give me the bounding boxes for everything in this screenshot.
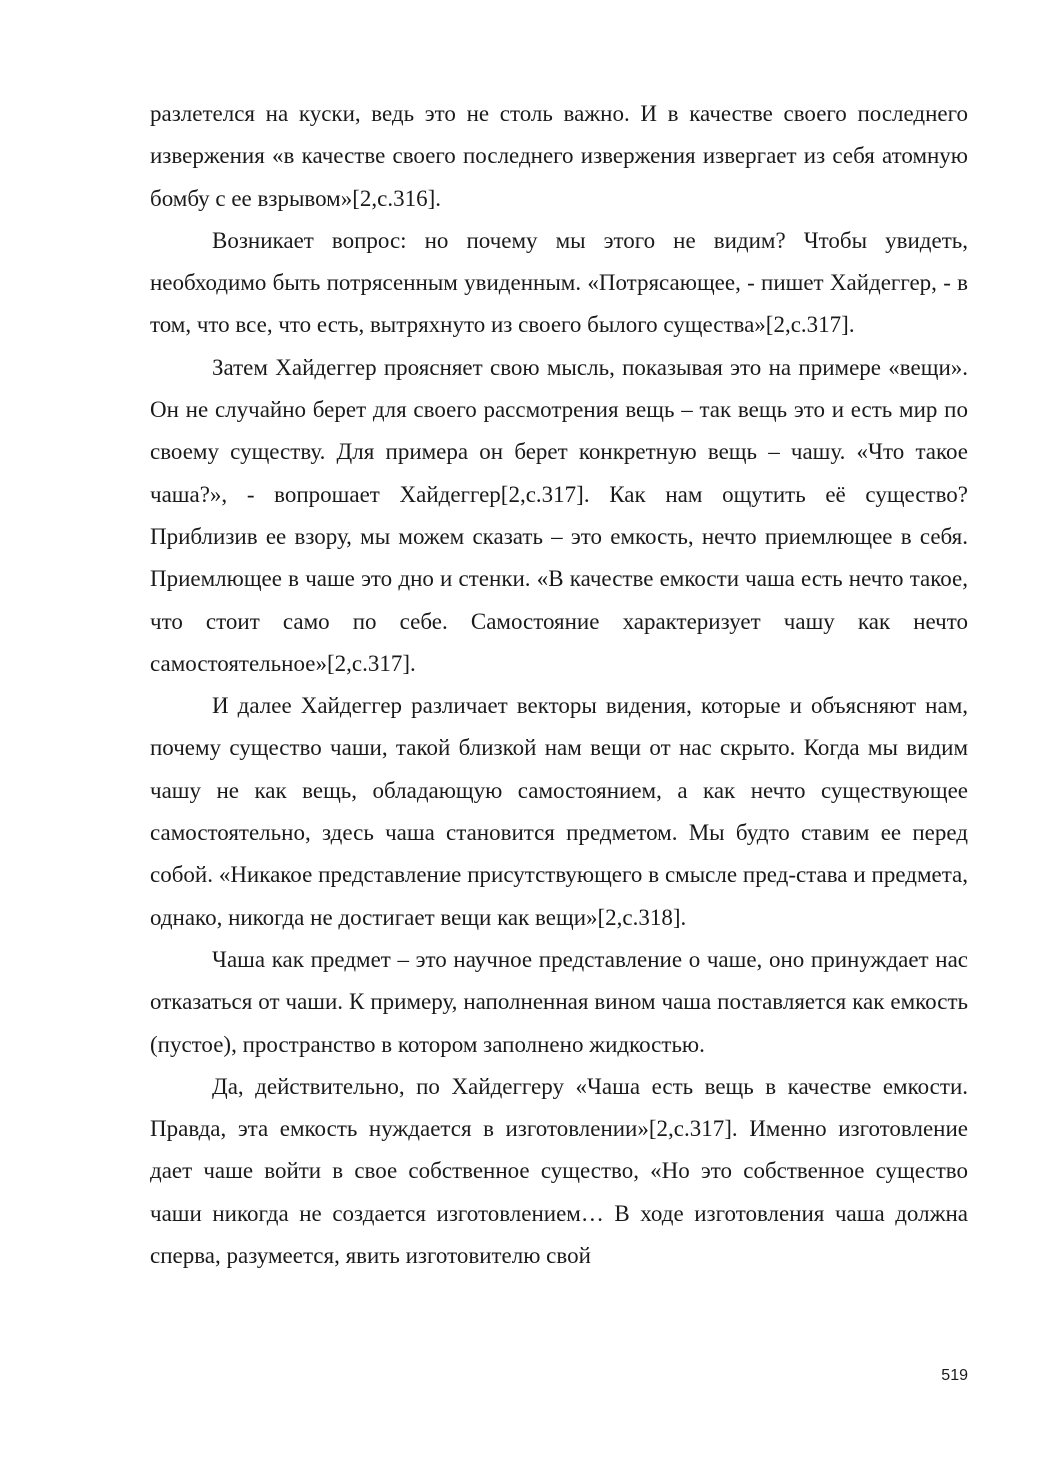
- paragraph: Затем Хайдеггер проясняет свою мысль, показывая это на примере «вещи». Он не случайно берет для своего рассмотрения вещь – так вещь это и есть мир по своему существу. Для примера он берет конкретную вещь – чашу. «Что такое чаша?», - вопрошает Хайдеггер[2,с.317]. Как нам ощутить её существо? Приблизив ее взору, мы можем сказать – это емкость, нечто приемлющее в себя. Приемлющее в чаше это дно и стенки. «В качестве емкости чаша есть нечто такое, что стоит само по себе. Самостояние характеризует чашу как нечто самостоятельное»[2,с.317].: [150, 354, 968, 676]
- paragraph: Да, действительно, по Хайдеггеру «Чаша есть вещь в качестве емкости. Правда, эта емкость нуждается в изготовлении»[2,с.317]. Именно изготовление дает чаше войти в свое собственное существо, «Но это собственное существо чаши никогда не создается изготовлением… В ходе изготовления чаша должна сперва, разумеется, явить изготовителю свой: [150, 1073, 968, 1269]
- paragraph: И далее Хайдеггер различает векторы видения, которые и объясняют нам, почему существо чаши, такой близкой нам вещи от нас скрыто. Когда мы видим чашу не как вещь, обладающую самостоянием, а как нечто существующее самостоятельно, здесь чаша становится предметом. Мы будто ставим ее перед собой. «Никакое представление присутствующего в смысле пред-става и предмета, однако, никогда не достигает вещи как вещи»[2,с.318].: [150, 693, 968, 930]
- paragraph: Возникает вопрос: но почему мы этого не видим? Чтобы увидеть, необходимо быть потрясенным увиденным. «Потрясающее, - пишет Хайдеггер, - в том, что все, что есть, вытряхнуто из своего былого существа»[2,с.317].: [150, 227, 968, 338]
- paragraph: Чаша как предмет – это научное представление о чаше, оно принуждает нас отказаться от чаши. К примеру, наполненная вином чаша поставляется как емкость (пустое), пространство в котором заполнено жидкостью.: [150, 946, 968, 1057]
- document-body: [150, 93, 968, 1277]
- page-number: 519: [941, 1367, 968, 1384]
- paragraph: разлетелся на куски, ведь это не столь важно. И в качестве своего последнего извержения «в качестве своего последнего извержения извергает из себя атомную бомбу с ее взрывом»[2,с.316].: [150, 101, 968, 211]
